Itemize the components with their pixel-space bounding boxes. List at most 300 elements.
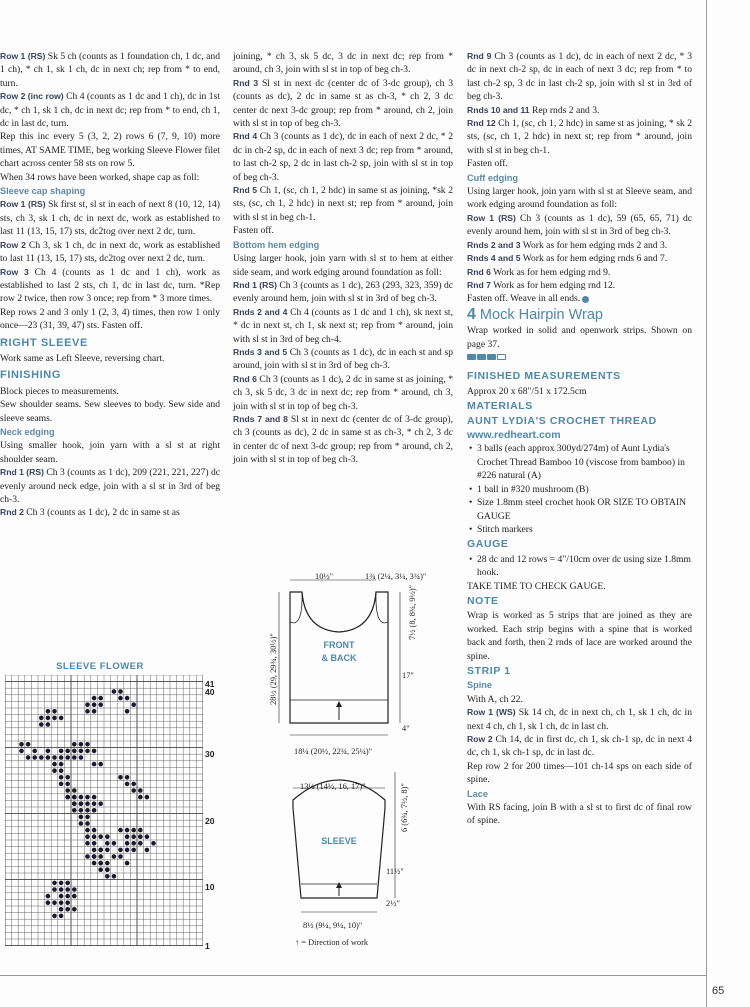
subheading-neck-edging: Neck edging <box>0 426 55 437</box>
sleeve-flower-chart <box>5 675 203 947</box>
step-label: Rnd 6 <box>467 266 491 277</box>
filled-mesh-cell <box>125 696 130 701</box>
filled-mesh-cell <box>79 821 84 826</box>
project-name: Mock Hairpin Wrap <box>475 306 603 323</box>
step-label: Rnd 7 <box>467 279 491 290</box>
filled-mesh-cell <box>125 775 130 780</box>
neckline <box>302 592 376 632</box>
filled-mesh-cell <box>118 775 123 780</box>
filled-mesh-cell <box>46 716 51 721</box>
filled-mesh-cell <box>79 755 84 760</box>
filled-mesh-cell <box>112 841 117 846</box>
filled-mesh-cell <box>85 841 90 846</box>
step-text: Work as for hem edging rnd 12. <box>490 279 616 291</box>
filled-mesh-cell <box>52 900 57 905</box>
filled-mesh-cell <box>65 900 70 905</box>
end-bullet-icon <box>582 296 589 303</box>
materials-list <box>467 442 692 536</box>
step-label: Row 1 (RS) <box>0 51 46 61</box>
filled-mesh-cell <box>85 709 90 714</box>
step-label: Rnd 2 <box>0 507 24 518</box>
filled-mesh-cell <box>118 828 123 833</box>
step-label: Row 1 (WS) <box>467 707 516 718</box>
instruction-row <box>467 279 692 292</box>
paragraph: Work same as Left Sleeve, reversing chart. <box>0 352 165 364</box>
filled-mesh-cell <box>131 828 136 833</box>
filled-mesh-cell <box>72 907 77 912</box>
column-middle <box>233 50 453 467</box>
dim-front-right-mid: 17" <box>402 671 414 680</box>
step-label: Row 1 (RS) <box>467 212 516 223</box>
step-text: Work as for hem edging rnds 2 and 3. <box>520 239 668 251</box>
heading-strip-1: STRIP 1 <box>467 664 511 677</box>
filled-mesh-cell <box>105 861 110 866</box>
instruction-row <box>0 239 220 266</box>
filled-mesh-cell <box>46 894 51 899</box>
chart-row-label: 41 <box>205 679 215 689</box>
filled-mesh-cell <box>52 762 57 767</box>
filled-mesh-cell <box>72 755 77 760</box>
dim-front-right-low: 4" <box>402 724 410 733</box>
step-text: Sk 5 ch (counts as 1 foundation ch, 1 dc, and 1 ch), * ch 1, sk 1 ch, dc in next ch; rep from * to end, turn. <box>0 51 220 89</box>
filled-mesh-cell <box>59 907 64 912</box>
dim-front-left: 28½ (29, 29¾, 30½)" <box>269 633 278 705</box>
filled-mesh-cell <box>65 775 70 780</box>
filled-mesh-cell <box>26 742 31 747</box>
filled-mesh-cell <box>72 887 77 892</box>
filled-mesh-cell <box>19 749 24 754</box>
instruction-row <box>233 184 453 224</box>
direction-arrowhead <box>336 701 342 707</box>
instruction-row <box>233 77 453 131</box>
filled-mesh-cell <box>79 815 84 820</box>
subheading-bottom-hem: Bottom hem edging <box>233 239 320 250</box>
filled-mesh-cell <box>92 762 97 767</box>
filled-mesh-cell <box>125 848 130 853</box>
paragraph: Using larger hook, join yarn with sl st at Sleeve seam, and work edging around foundation as foll: <box>467 186 692 211</box>
instruction-row-2 <box>0 90 220 130</box>
step-label: Rnd 12 <box>467 118 496 129</box>
instruction-row <box>467 212 692 239</box>
direction-arrowhead <box>336 882 342 888</box>
page-footer-rule <box>0 975 706 976</box>
step-text: Ch 3 (counts as 1 dc), 263 (293, 323, 359) dc evenly around hem, join with sl st in 3rd of beg ch-3. <box>233 279 454 305</box>
instruction-row <box>467 733 692 760</box>
step-label: Rnds 4 and 5 <box>467 253 521 264</box>
filled-mesh-cell <box>138 828 143 833</box>
filled-mesh-cell <box>131 782 136 787</box>
filled-mesh-cell <box>125 841 130 846</box>
paragraph: Wrap is worked as 5 strips that are joined as they are worked. Each strip begins with a spine that is worked back and forth, then 2 rnds of lace are worked around the spine. <box>467 610 692 662</box>
step-label: Row 2 <box>467 734 493 744</box>
filled-mesh-cell <box>92 828 97 833</box>
filled-mesh-cell <box>118 854 123 859</box>
heading-finishing: FINISHING <box>0 369 62 382</box>
list-item: • Size 1.8mm steel crochet hook OR SIZE TO OBTAIN GAUGE <box>477 496 692 523</box>
dim-sleeve-top: 13½ (14½, 16, 17)" <box>300 782 366 791</box>
instruction-row <box>467 50 692 104</box>
chart-motif <box>19 689 156 918</box>
subheading-lace: Lace <box>467 788 488 799</box>
filled-mesh-cell <box>79 801 84 806</box>
step-text: Ch 1, (sc, ch 1, 2 hdc) in same st as joining, * sk 2 sts, (sc, ch 1, 2 hdc) in next st; rep from * around, join with sl st in beg ch-1. <box>467 118 692 156</box>
instruction-row <box>233 279 453 306</box>
step-text: Ch 3 (counts as 1 dc), 2 dc in same st as <box>23 507 180 519</box>
filled-mesh-cell <box>79 808 84 813</box>
step-text: Ch 3 (counts as 1 dc), dc in each of next 2 dc, * 2 dc in ch-2 sp, dc in each of next 3 dc; rep from * around, to last ch-2 sp, 2 dc in last ch-2 sp, join with sl st in top of beg ch-3. <box>233 131 453 183</box>
page-right-rule <box>706 0 707 1007</box>
filled-mesh-cell <box>98 834 103 839</box>
filled-mesh-cell <box>112 689 117 694</box>
step-label: Rnd 5 <box>233 185 258 196</box>
filled-mesh-cell <box>39 716 44 721</box>
paragraph: Using smaller hook, join yarn with a sl st at right shoulder seam. <box>0 440 220 465</box>
dim-front-top-left: 10½" <box>315 572 334 581</box>
filled-mesh-cell <box>65 887 70 892</box>
instruction-row <box>233 130 453 184</box>
filled-mesh-cell <box>92 709 97 714</box>
filled-mesh-cell <box>85 834 90 839</box>
dim-sleeve-right-upper: 6 (6¾, 7½, 8)" <box>400 783 409 832</box>
step-text: Ch 3 (counts as 1 dc), dc in each of next 2 dc, * 3 dc in next ch-2 sp, dc in each of next 3 dc; rep from * to last ch-2 sp, 3 dc in last ch-2 sp, join with sl st in 3rd of beg ch-3. <box>467 51 692 103</box>
filled-mesh-cell <box>105 874 110 879</box>
project-title <box>467 305 692 323</box>
step-text: Ch 4 (counts as 1 dc and 1 ch), sk next st, * dc in next st, ch 1, sk next st; rep from * around, join with sl st in 3rd of beg ch-4. <box>233 306 453 345</box>
filled-mesh-cell <box>125 782 130 787</box>
paragraph: When 34 rows have been worked, shape cap as foll: <box>0 171 200 183</box>
instruction-row <box>233 346 453 373</box>
paragraph: Sew shoulder seams. Sew sleeves to body. Sew side and sleeve seams. <box>0 399 220 424</box>
filled-mesh-cell <box>151 841 156 846</box>
armhole-left <box>290 592 302 623</box>
filled-mesh-cell <box>59 894 64 899</box>
filled-mesh-cell <box>92 749 97 754</box>
filled-mesh-cell <box>118 689 123 694</box>
heading-yarn-brand: AUNT LYDIA'S CROCHET THREAD <box>467 414 657 427</box>
filled-mesh-cell <box>98 801 103 806</box>
step-label: Row 2 <box>0 239 26 250</box>
filled-mesh-cell <box>79 749 84 754</box>
filled-mesh-cell <box>131 702 136 707</box>
filled-mesh-cell <box>105 848 110 853</box>
filled-mesh-cell <box>125 834 130 839</box>
filled-mesh-cell <box>92 808 97 813</box>
filled-mesh-cell <box>98 854 103 859</box>
step-label: Rnd 4 <box>233 131 258 142</box>
filled-mesh-cell <box>131 841 136 846</box>
filled-mesh-cell <box>72 801 77 806</box>
filled-mesh-cell <box>92 834 97 839</box>
filled-mesh-cell <box>52 716 57 721</box>
filled-mesh-cell <box>65 788 70 793</box>
filled-mesh-cell <box>118 696 123 701</box>
filled-mesh-cell <box>39 755 44 760</box>
project-description: Wrap worked in solid and openwork strips. Shown on page 37. <box>467 325 692 350</box>
chart-row-label: 30 <box>205 749 215 759</box>
filled-mesh-cell <box>65 881 70 886</box>
heading-finished-measurements: FINISHED MEASUREMENTS <box>467 370 621 383</box>
filled-mesh-cell <box>59 914 64 919</box>
step-label: Rnds 2 and 3 <box>467 239 521 250</box>
dim-front-right-upper: 7½ (8, 8¾, 9½)" <box>408 584 417 640</box>
heading-gauge: GAUGE <box>467 538 509 551</box>
paragraph: Rep this inc every 5 (3, 2, 2) rows 6 (7, 9, 10) more times, AT SAME TIME, beg working Sleeve Flower filet chart across center 58 sts on row 5. <box>0 131 220 170</box>
filled-mesh-cell <box>98 696 103 701</box>
filled-mesh-cell <box>145 795 150 800</box>
dim-front-top-right: 1¾ (2¼, 3¼, 3¾)" <box>365 572 427 581</box>
filled-mesh-cell <box>145 834 150 839</box>
heading-note: NOTE <box>467 594 499 607</box>
heading-right-sleeve: RIGHT SLEEVE <box>0 336 88 349</box>
paragraph: Rep row 2 for 200 times—101 ch-14 sps on each side of spine. <box>467 760 692 786</box>
filled-mesh-cell <box>52 887 57 892</box>
dim-sleeve-right-low: 2½" <box>386 899 400 908</box>
list-item: • 28 dc and 12 rows = 4"/10cm over dc using size 1.8mm hook. <box>477 553 692 580</box>
column-right <box>467 50 692 828</box>
filled-mesh-cell <box>79 795 84 800</box>
chart-row-label: 40 <box>205 687 215 697</box>
paragraph: Fasten off. <box>467 158 508 170</box>
dim-sleeve-right-mid: 11½" <box>386 867 404 876</box>
step-text: Work as for hem edging rnds 6 and 7. <box>520 253 668 265</box>
filled-mesh-cell <box>59 881 64 886</box>
filled-mesh-cell <box>72 742 77 747</box>
filled-mesh-cell <box>79 742 84 747</box>
filled-mesh-cell <box>98 762 103 767</box>
filled-mesh-cell <box>52 881 57 886</box>
filled-mesh-cell <box>85 854 90 859</box>
instruction-row <box>0 198 220 238</box>
end-text: Fasten off. Weave in all ends. <box>467 293 581 305</box>
brand-url[interactable]: www.redheart.com <box>467 429 561 442</box>
paragraph: Block pieces to measurements. <box>0 385 119 397</box>
step-text: Ch 3 (counts as 1 dc), 209 (221, 221, 227) dc evenly around neck edge, join with a sl st in 3rd of beg ch-3. <box>0 467 221 505</box>
subheading-sleeve-cap: Sleeve cap shaping <box>0 186 86 197</box>
step-label: Rnd 6 <box>233 373 257 384</box>
filled-mesh-cell <box>138 834 143 839</box>
filled-mesh-cell <box>85 795 90 800</box>
sleeve-label: SLEEVE <box>321 836 357 846</box>
paragraph: Using larger hook, join yarn with sl st to hem at either side seam, and work edging around foundation as foll: <box>233 253 453 278</box>
filled-mesh-cell <box>85 749 90 754</box>
filled-mesh-cell <box>92 841 97 846</box>
instruction-row <box>0 266 220 306</box>
filled-mesh-cell <box>19 742 24 747</box>
filled-mesh-cell <box>112 874 117 879</box>
chart-title: SLEEVE FLOWER <box>56 661 144 672</box>
filled-mesh-cell <box>145 848 150 853</box>
step-label: Rnd 9 <box>467 51 492 61</box>
filled-mesh-cell <box>46 709 51 714</box>
filled-mesh-cell <box>59 768 64 773</box>
step-text: Ch 1, (sc, ch 1, 2 hdc) in same st as joining, *sk 2 sts, (sc, ch 1, 2 hdc) in next st; rep from * around, join with sl st in beg ch-1. <box>233 185 454 223</box>
filled-mesh-cell <box>85 801 90 806</box>
step-label: Row 1 (RS) <box>0 199 46 210</box>
filled-mesh-cell <box>59 755 64 760</box>
step-text: Rep rnds 2 and 3. <box>529 104 600 116</box>
filled-mesh-cell <box>92 795 97 800</box>
chart-row-label: 20 <box>205 816 215 826</box>
gauge-check: TAKE TIME TO CHECK GAUGE. <box>467 580 606 592</box>
filled-mesh-cell <box>46 755 51 760</box>
filled-mesh-cell <box>92 702 97 707</box>
step-text: Sk 14 ch, dc in next ch, ch 1, sk 1 ch, dc in next 4 ch, ch 1, sk 1 ch, dc in last ch. <box>467 707 693 732</box>
filled-mesh-cell <box>85 808 90 813</box>
dim-sleeve-bottom: 8½ (9¼, 9¼, 10)" <box>303 921 363 930</box>
paragraph: Fasten off. <box>233 225 274 237</box>
paragraph: joining, * ch 3, sk 5 dc, 3 dc in next dc; rep from * around, ch 3, join with sl st in top of beg ch-3. <box>233 51 453 76</box>
step-text: Ch 4 (counts as 1 dc and 1 ch), dc in 1st dc, * ch 1, sk 1 ch, dc in next dc; rep from * to end, ch 1, dc in last dc, turn. <box>0 91 220 130</box>
filled-mesh-cell <box>138 841 143 846</box>
filled-mesh-cell <box>59 782 64 787</box>
armhole-right <box>376 592 388 623</box>
filled-mesh-cell <box>46 900 51 905</box>
filled-mesh-cell <box>98 861 103 866</box>
filled-mesh-cell <box>46 749 51 754</box>
step-label: Rnds 7 and 8 <box>233 413 288 424</box>
filled-mesh-cell <box>118 848 123 853</box>
filled-mesh-cell <box>105 867 110 872</box>
filled-mesh-cell <box>125 861 130 866</box>
instruction-row <box>467 104 692 117</box>
filled-mesh-cell <box>59 762 64 767</box>
filled-mesh-cell <box>59 887 64 892</box>
instruction-row <box>233 373 453 413</box>
paragraph: Approx 20 x 68"/51 x 172.5cm <box>467 385 587 397</box>
instruction-row <box>0 466 220 506</box>
filled-mesh-cell <box>65 795 70 800</box>
filled-mesh-cell <box>26 755 31 760</box>
step-text: Sl st in next dc (center dc of 3-dc group), ch 3 (counts as dc), 2 dc in same st as ch-3, * ch 2, 3 dc center dc next 3-dc group; rep from * around, ch 2, join with sl st in top of beg ch-3. <box>233 77 454 130</box>
paragraph: With A, ch 22. <box>467 693 523 705</box>
filled-mesh-cell <box>52 709 57 714</box>
filled-mesh-cell <box>65 907 70 912</box>
paragraph <box>467 292 692 305</box>
filled-mesh-cell <box>72 749 77 754</box>
instruction-row <box>0 506 220 519</box>
instruction-row-1 <box>0 50 220 90</box>
direction-legend <box>295 936 368 949</box>
step-label: Rnd 3 <box>233 77 259 88</box>
step-text: Work as for hem edging rnd 9. <box>490 266 611 278</box>
list-item: • Stitch markers <box>477 523 692 536</box>
list-item: • 3 balls (each approx 300yd/274m) of Aunt Lydia's Crochet Thread Bamboo 10 (viscose from bamboo) in #226 natural (A) <box>477 442 692 482</box>
filled-mesh-cell <box>85 821 90 826</box>
filled-mesh-cell <box>32 749 37 754</box>
step-text: Ch 4 (counts as 1 dc and 1 ch), work as established to last 2 sts, ch 1, dc in last dc, turn. *Rep row 2 twice, then row 3 once; rep from * 3 more times. <box>0 266 221 305</box>
direction-legend-text: = Direction of work <box>301 938 369 947</box>
step-label: Row 2 (inc row) <box>0 91 64 102</box>
column-left <box>0 50 220 520</box>
filled-mesh-cell <box>85 828 90 833</box>
filled-mesh-cell <box>125 828 130 833</box>
filled-mesh-cell <box>112 854 117 859</box>
step-label: Rnd 1 (RS) <box>233 279 277 290</box>
filled-mesh-cell <box>92 848 97 853</box>
filled-mesh-cell <box>59 716 64 721</box>
step-label: Row 3 <box>0 266 29 277</box>
step-text: Ch 14, dc in first dc, ch 1, sk ch-1 sp, dc in next 4 dc, ch 1, sk ch-1 sp, dc in last dc. <box>467 734 692 759</box>
step-label: Rnds 10 and 11 <box>467 104 530 115</box>
filled-mesh-cell <box>85 742 90 747</box>
filled-mesh-cell <box>105 834 110 839</box>
filled-mesh-cell <box>131 788 136 793</box>
filled-mesh-cell <box>105 841 110 846</box>
gauge-list <box>467 553 692 580</box>
filled-mesh-cell <box>46 722 51 727</box>
step-text: Sk first st, sl st in each of next 8 (10, 12, 14) sts, ch 3, sk 1 ch, dc in next dc, work as established to last 11 (13, 15, 17) sts, dc2tog over next 2 dc, turn. <box>0 199 221 238</box>
filled-mesh-cell <box>52 914 57 919</box>
filled-mesh-cell <box>59 749 64 754</box>
skill-level-icon <box>467 351 507 364</box>
filled-mesh-cell <box>98 867 103 872</box>
front-label: FRONT <box>323 640 355 650</box>
filled-mesh-cell <box>92 854 97 859</box>
list-item: • 1 ball in #320 mushroom (B) <box>477 483 692 496</box>
project-number: 4 <box>467 305 476 323</box>
dim-front-bottom: 18¼ (20½, 22¾, 25¼)" <box>294 747 373 756</box>
step-text: Ch 3 (counts as 1 dc), 59 (65, 65, 71) dc evenly around hem, join with sl st in 3rd of beg ch-3. <box>467 212 692 238</box>
step-text: Sl st in next dc (center dc of 3-dc group), ch 3 (counts as dc), 2 dc in same st as ch-3, * ch 2, 3 dc in center dc of next 3-dc group; rep from * around, ch 2, join with sl st in top of beg ch-3. <box>233 413 453 466</box>
step-text: Ch 3, sk 1 ch, dc in next dc, work as established to last 11 (13, 15, 17) sts, dc2tog over next 2 dc, turn. <box>0 239 220 265</box>
filled-mesh-cell <box>92 801 97 806</box>
step-text: Ch 3 (counts as 1 dc), 2 dc in same st as joining, * ch 3, sk 5 dc, 3 dc in next dc; rep from * around, ch 3, join with sl st in top of beg ch-3. <box>233 373 454 412</box>
filled-mesh-cell <box>39 722 44 727</box>
instruction-row <box>467 252 692 265</box>
filled-mesh-cell <box>65 755 70 760</box>
filled-mesh-cell <box>59 900 64 905</box>
chart-row-label: 1 <box>205 941 210 951</box>
step-label: Rnd 1 (RS) <box>0 467 44 478</box>
subheading-cuff-edging: Cuff edging <box>467 172 519 183</box>
filled-mesh-cell <box>52 755 57 760</box>
filled-mesh-cell <box>131 834 136 839</box>
paragraph: With RS facing, join B with a sl st to first dc of final row of spine. <box>467 802 692 827</box>
filled-mesh-cell <box>59 775 64 780</box>
filled-mesh-cell <box>52 768 57 773</box>
filled-mesh-cell <box>72 788 77 793</box>
step-text: Ch 3 (counts as 1 dc), dc in each st and sp around, join with sl st in 3rd of beg ch-3. <box>233 346 453 372</box>
filled-mesh-cell <box>138 788 143 793</box>
instruction-row <box>233 306 453 346</box>
filled-mesh-cell <box>98 702 103 707</box>
direction-arrow-icon: ↑ <box>295 938 300 947</box>
filled-mesh-cell <box>72 894 77 899</box>
instruction-row <box>233 413 453 467</box>
instruction-row <box>467 706 692 733</box>
filled-mesh-cell <box>92 696 97 701</box>
filled-mesh-cell <box>85 702 90 707</box>
page-number: 65 <box>712 985 725 997</box>
chart-row-label: 10 <box>205 882 215 892</box>
filled-mesh-cell <box>72 795 77 800</box>
filled-mesh-cell <box>85 815 90 820</box>
filled-mesh-cell <box>98 848 103 853</box>
chart-grid <box>5 675 203 946</box>
step-label: Rnds 2 and 4 <box>233 306 288 317</box>
instruction-row <box>467 117 692 157</box>
filled-mesh-cell <box>138 795 143 800</box>
filled-mesh-cell <box>65 894 70 899</box>
instruction-row <box>467 266 692 279</box>
filled-mesh-cell <box>131 848 136 853</box>
back-label: & BACK <box>321 653 357 663</box>
paragraph: Rep rows 2 and 3 only 1 (2, 3, 4) times, then row 1 only once—23 (31, 39, 47) sts. Fasten off. <box>0 306 220 332</box>
filled-mesh-cell <box>32 755 37 760</box>
filled-mesh-cell <box>72 808 77 813</box>
filled-mesh-cell <box>65 749 70 754</box>
subheading-spine: Spine <box>467 680 493 691</box>
